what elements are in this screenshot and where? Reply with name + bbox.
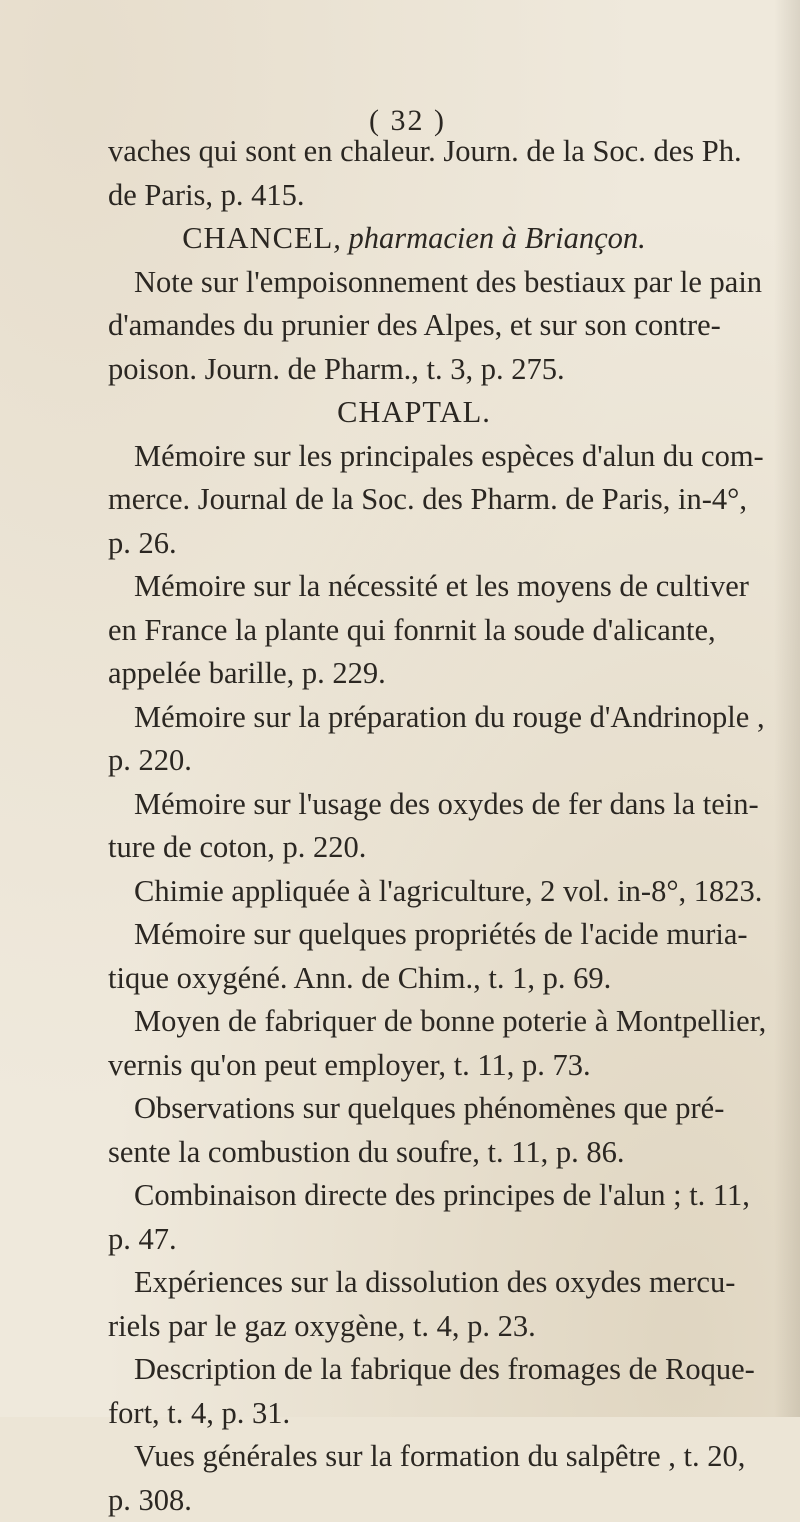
- bibliography-entry: [108, 435, 720, 566]
- bibliography-entry: [108, 1261, 720, 1348]
- bibliography-entry: [108, 870, 720, 914]
- text-line: Moyen de fabriquer de bonne poterie à Montpellier,: [108, 1000, 720, 1044]
- text-line: p. 47.: [108, 1218, 720, 1262]
- text-line: sente la combustion du soufre, t. 11, p. 86.: [108, 1131, 720, 1175]
- text-line: Mémoire sur les principales espèces d'alun du com-: [108, 435, 720, 479]
- author-name: CHAPTAL.: [337, 395, 491, 429]
- bibliography-entry: [108, 783, 720, 870]
- bibliography-entry: [108, 1435, 720, 1522]
- author-role: , pharmacien à Briançon.: [333, 221, 646, 255]
- bibliography-entry: [108, 1000, 720, 1087]
- text-line: Mémoire sur la nécessité et les moyens de cultiver: [108, 565, 720, 609]
- text-line: Chimie appliquée à l'agriculture, 2 vol. in-8°, 1823.: [108, 870, 720, 914]
- bibliography-entry: [108, 130, 720, 217]
- text-line: p. 26.: [108, 522, 720, 566]
- text-line: Vues générales sur la formation du salpêtre , t. 20,: [108, 1435, 720, 1479]
- page-edge-shadow: [774, 0, 800, 1417]
- text-line: Note sur l'empoisonnement des bestiaux par le pain: [108, 261, 720, 305]
- author-name: CHANCEL: [182, 221, 333, 255]
- page-number: ( 32 ): [369, 104, 446, 138]
- bibliography-entry: [108, 1087, 720, 1174]
- text-line: vernis qu'on peut employer, t. 11, p. 73.: [108, 1044, 720, 1088]
- text-line: ture de coton, p. 220.: [108, 826, 720, 870]
- text-line: vaches qui sont en chaleur. Journ. de la Soc. des Ph.: [108, 130, 720, 174]
- bibliography-entry: [108, 1174, 720, 1261]
- text-line: Mémoire sur la préparation du rouge d'Andrinople ,: [108, 696, 720, 740]
- bibliography-entry: [108, 565, 720, 696]
- text-line: en France la plante qui fonrnit la soude d'alicante,: [108, 609, 720, 653]
- text-line: merce. Journal de la Soc. des Pharm. de Paris, in-4°,: [108, 478, 720, 522]
- text-line: poison. Journ. de Pharm., t. 3, p. 275.: [108, 348, 720, 392]
- text-line: Mémoire sur l'usage des oxydes de fer dans la tein-: [108, 783, 720, 827]
- text-line: Observations sur quelques phénomènes que pré-: [108, 1087, 720, 1131]
- author-heading: [108, 391, 720, 435]
- author-heading: [108, 217, 720, 261]
- text-line: fort, t. 4, p. 31.: [108, 1392, 720, 1436]
- text-line: appelée barille, p. 229.: [108, 652, 720, 696]
- page-text: [108, 130, 720, 1522]
- text-line: riels par le gaz oxygène, t. 4, p. 23.: [108, 1305, 720, 1349]
- text-line: d'amandes du prunier des Alpes, et sur son contre-: [108, 304, 720, 348]
- bibliography-entry: [108, 696, 720, 783]
- bibliography-entry: [108, 913, 720, 1000]
- text-line: Description de la fabrique des fromages de Roque-: [108, 1348, 720, 1392]
- text-line: Combinaison directe des principes de l'alun ; t. 11,: [108, 1174, 720, 1218]
- text-line: Expériences sur la dissolution des oxydes mercu-: [108, 1261, 720, 1305]
- text-line: de Paris, p. 415.: [108, 174, 720, 218]
- text-line: p. 308.: [108, 1479, 720, 1522]
- text-line: Mémoire sur quelques propriétés de l'acide muria-: [108, 913, 720, 957]
- bibliography-entry: [108, 1348, 720, 1435]
- text-line: p. 220.: [108, 739, 720, 783]
- text-line: tique oxygéné. Ann. de Chim., t. 1, p. 69.: [108, 957, 720, 1001]
- bibliography-entry: [108, 261, 720, 392]
